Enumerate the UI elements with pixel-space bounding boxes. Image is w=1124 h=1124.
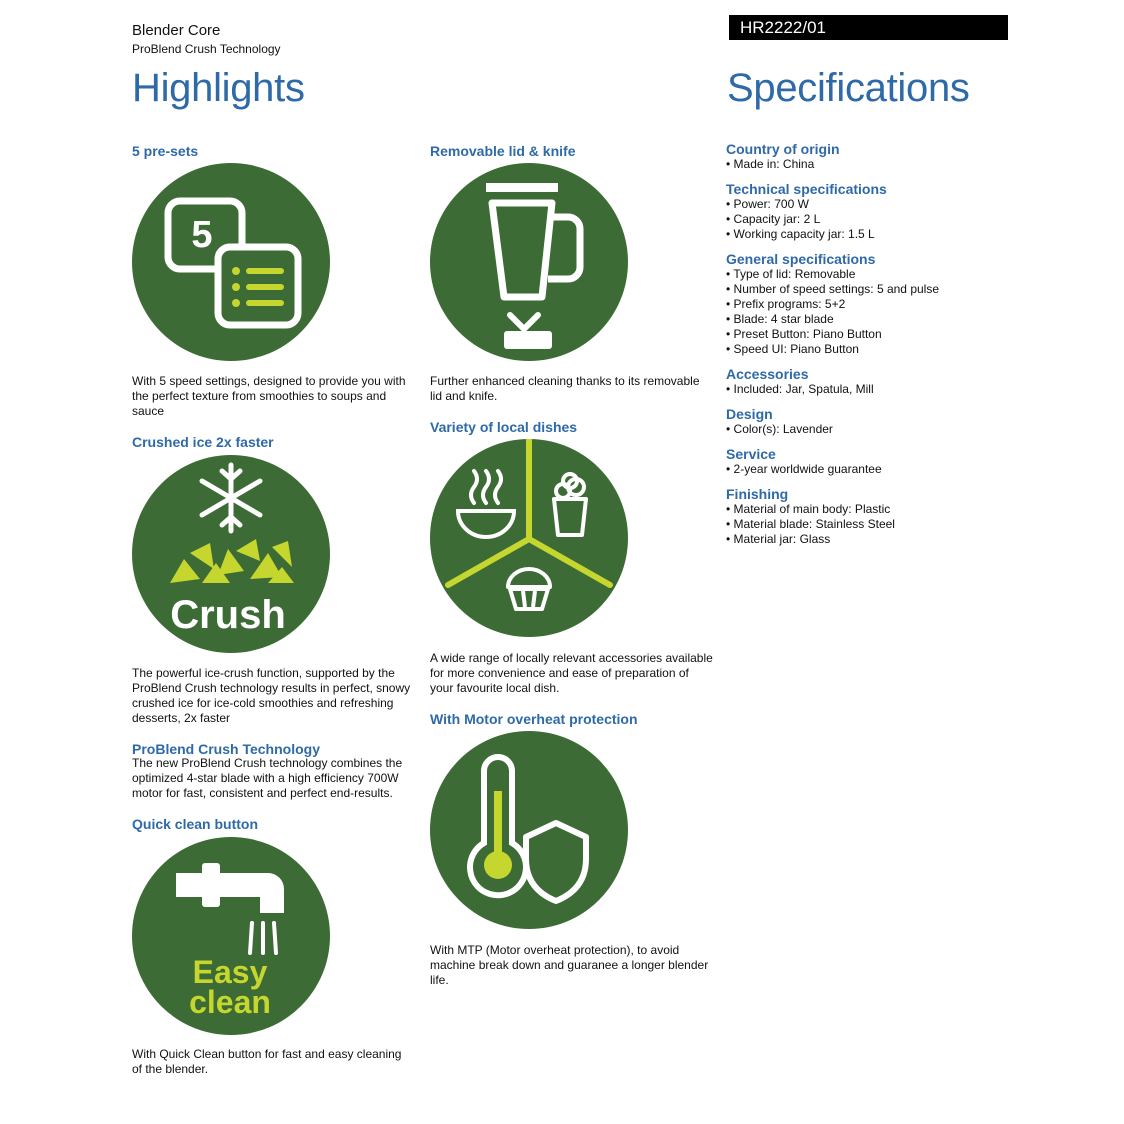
spec-heading: Technical specifications [726,181,887,197]
faucet-icon [132,837,330,1035]
spec-group-finishing [726,486,1056,547]
feature-title-problend: ProBlend Crush Technology [132,741,320,757]
spec-item: • Prefix programs: 5+2 [726,297,1056,312]
spec-heading: Finishing [726,486,789,502]
spec-item: • Material blade: Stainless Steel [726,517,1056,532]
spec-group-technical [726,181,1056,242]
spec-group-accessories [726,366,1056,397]
spec-item: • Color(s): Lavender [726,422,1056,437]
model-number-badge: HR2222/01 [729,15,1008,40]
spec-item: • Preset Button: Piano Button [726,327,1056,342]
spec-item: • Speed UI: Piano Button [726,342,1056,357]
product-name: Blender Core [132,22,221,39]
spec-item: • Capacity jar: 2 L [726,212,1056,227]
feature-title-local-dishes: Variety of local dishes [430,419,578,435]
spec-heading: Design [726,406,773,422]
feature-title-crushed-ice: Crushed ice 2x faster [132,434,274,450]
feature-desc-removable-lid: Further enhanced cleaning thanks to its removable lid and knife. [430,374,700,403]
spec-item: • Material of main body: Plastic [726,502,1056,517]
muffin-icon [508,569,550,609]
thermometer-shield-icon [430,731,628,929]
drink-cup-icon [554,474,586,535]
spec-item: • Working capacity jar: 1.5 L [726,227,1056,242]
spec-group-service [726,446,1056,477]
specifications-list [726,141,1056,556]
feature-desc-crushed-ice: The powerful ice-crush function, supported by the ProBlend Crush technology results in perfect, snowy crushed ice for ice-cold smoothies and refreshing desserts, 2x faster [132,666,411,725]
spec-item: • Included: Jar, Spatula, Mill [726,382,1056,397]
specifications-heading: Specifications [727,66,970,110]
spec-item: • Material jar: Glass [726,532,1056,547]
feature-title-overheat: With Motor overheat protection [430,711,638,727]
spec-group-design [726,406,1056,437]
feature-desc-local-dishes: A wide range of locally relevant accessories available for more convenience and ease of preparation of your favourite local dish. [430,651,713,695]
spec-group-general [726,251,1056,357]
spec-heading: Service [726,446,776,462]
crush-icon [132,455,330,653]
spec-heading: Accessories [726,366,809,382]
spec-heading: Country of origin [726,141,840,157]
snowflake-icon [202,465,260,531]
product-tagline: ProBlend Crush Technology [132,42,281,56]
spec-heading: General specifications [726,251,876,267]
spec-item: • Power: 700 W [726,197,1056,212]
easy-clean-label-line2: clean [189,984,271,1020]
feature-title-quick-clean: Quick clean button [132,816,259,832]
soup-bowl-icon [458,471,514,537]
ice-shards [170,539,294,583]
feature-title-presets: 5 pre-sets [132,143,199,159]
spec-item: • Number of speed settings: 5 and pulse [726,282,1056,297]
spec-item: • 2-year worldwide guarantee [726,462,1056,477]
feature-desc-presets: With 5 speed settings, designed to provide you with the perfect texture from smoothies to soups and sauce [132,374,406,418]
feature-desc-overheat: With MTP (Motor overheat protection), to avoid machine break down and guaranee a longer blender life. [430,943,709,987]
spec-group-country [726,141,1056,172]
feature-desc-problend: The new ProBlend Crush technology combines the optimized 4-star blade with a high efficiency 700W motor for fast, consistent and perfect end-results. [132,756,403,800]
feature-title-removable-lid: Removable lid & knife [430,143,576,159]
preset-number: 5 [191,214,213,256]
spec-item: • Blade: 4 star blade [726,312,1056,327]
crush-label: Crush [170,593,286,637]
spec-item: • Type of lid: Removable [726,267,1056,282]
easy-clean-label-line1: Easy [192,954,268,990]
presets-icon [132,163,330,361]
spec-item: • Made in: China [726,157,1056,172]
feature-desc-quick-clean: With Quick Clean button for fast and easy cleaning of the blender. [132,1047,402,1076]
highlights-heading: Highlights [132,66,305,110]
local-dishes-icon [430,439,628,637]
blender-jar-icon [430,163,628,361]
